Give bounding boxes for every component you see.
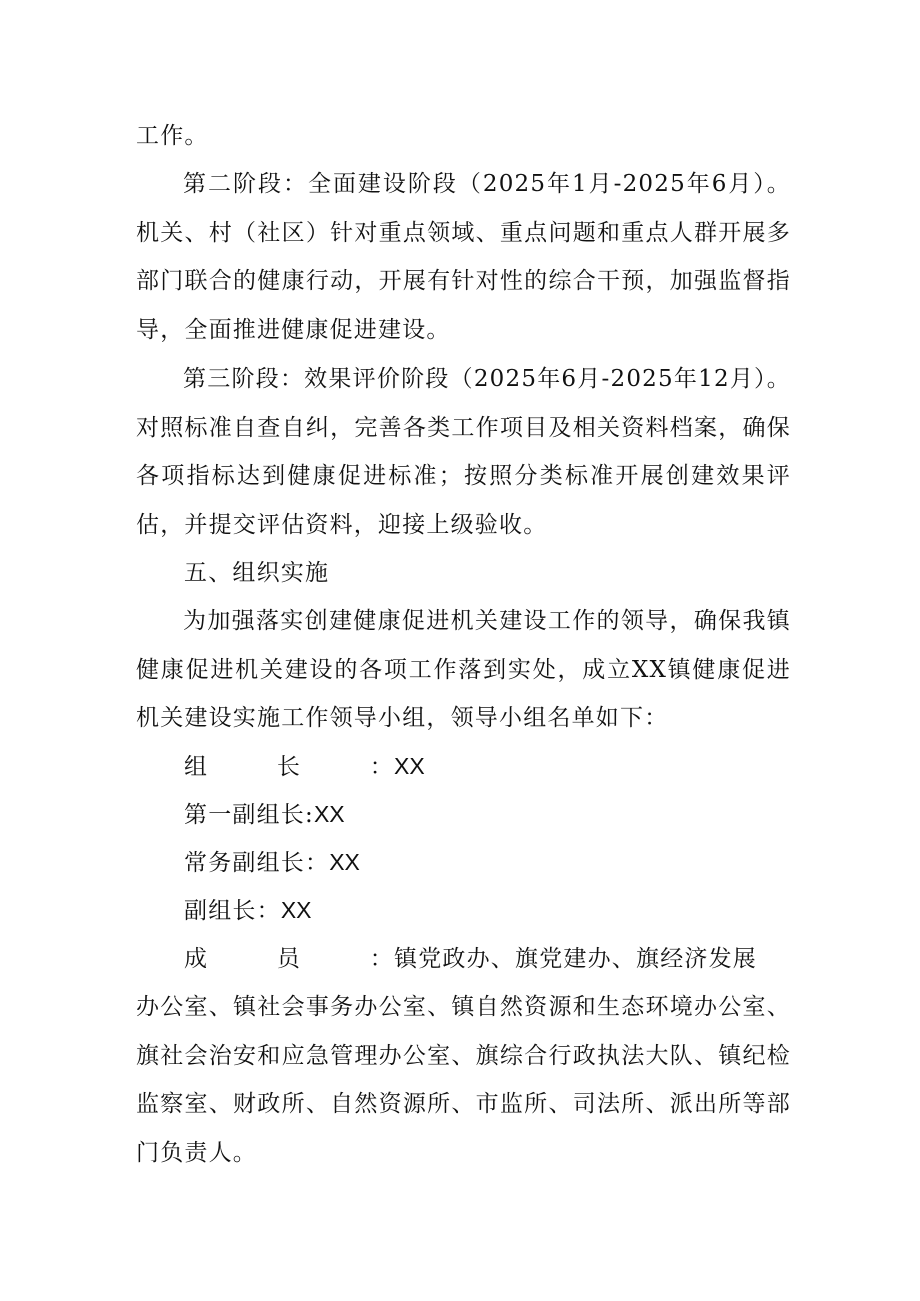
members-label: 成员： [184, 946, 394, 972]
paragraph-phase-three: 第三阶段：效果评价阶段（2025年6月-2025年12月）。对照标准自查自纠，完善各类工作项目及相关资料档案，确保各项指标达到健康促进标准；按照分类标准开展创建效果评估，并提交评估资料，迎接上级验收。 [136, 366, 791, 538]
executive-deputy-name: XX [329, 849, 360, 875]
deputy-line [184, 886, 312, 936]
paragraph-organization: 为加强落实创建健康促进机关建设工作的领导，确保我镇健康促进机关建设的各项工作落到实处，成立XX镇健康促进机关建设实施工作领导小组，领导小组名单如下： [136, 608, 791, 731]
paragraph-continuation: 工作。 [136, 123, 209, 149]
first-deputy-name: XX [313, 801, 345, 827]
deputy-name: XX [280, 897, 312, 923]
members-list: 办公室、镇社会事务办公室、镇自然资源和生态环境办公室、旗社会治安和应急管理办公室、旗综合行政执法大队、镇纪检监察室、财政所、自然资源所、市监所、司法所、派出所等部门负责人。 [136, 994, 791, 1166]
leader-name: XX [394, 753, 425, 779]
paragraph-phase-two: 第二阶段：全面建设阶段（2025年1月-2025年6月）。机关、村（社区）针对重点领域、重点问题和重点人群开展多部门联合的健康行动，开展有针对性的综合干预，加强监督指导，全面推进健康促进建设。 [136, 171, 791, 343]
leader-label: 组长： [184, 754, 394, 780]
first-deputy-label: 第一副组长: [184, 802, 314, 828]
executive-deputy-line [184, 838, 360, 888]
executive-deputy-label: 常务副组长： [184, 850, 330, 876]
members-first-line: 镇党政办、旗党建办、旗经济发展 [394, 946, 757, 972]
members-line [184, 935, 757, 984]
first-deputy-line [184, 790, 345, 840]
section-heading: 五、组织实施 [184, 560, 330, 586]
deputy-label: 副组长： [184, 898, 281, 924]
leader-line [184, 742, 425, 792]
